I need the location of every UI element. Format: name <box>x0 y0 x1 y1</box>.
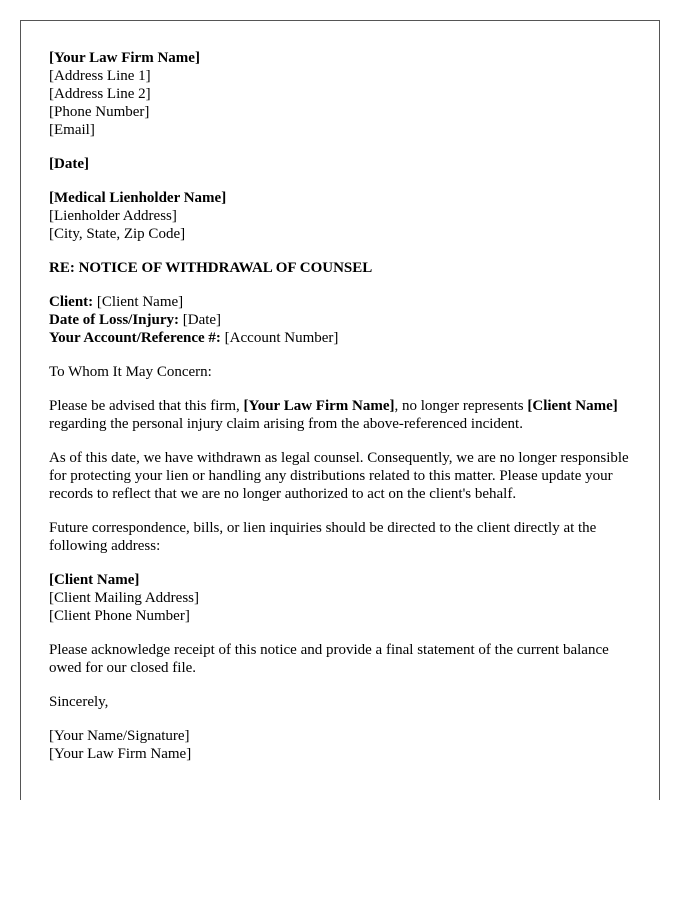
recipient-block <box>49 189 631 243</box>
subject-line: RE: NOTICE OF WITHDRAWAL OF COUNSEL <box>49 260 373 276</box>
paragraph1-firm: [Your Law Firm Name] <box>243 398 395 414</box>
paragraph-responsibility: As of this date, we have withdrawn as legal counsel. Consequently, we are no longer responsible for protecting your lien or handling any distributions related to this matter. Please update your records to reflect that we are no longer authorized to act on the client's behalf. <box>49 450 629 502</box>
reference-client-value: [Client Name] <box>96 294 184 310</box>
letter-page <box>20 20 660 800</box>
paragraph1-part1: Please be advised that this firm, <box>49 398 244 414</box>
subject-block <box>49 259 631 277</box>
client-mailing-address: [Client Mailing Address] <box>49 590 199 606</box>
client-contact-block <box>49 571 631 625</box>
sender-firm-name: [Your Law Firm Name] <box>49 50 200 66</box>
sender-block <box>49 49 631 139</box>
signature-name: [Your Name/Signature] <box>49 728 190 744</box>
recipient-address: [Lienholder Address] <box>49 208 177 224</box>
sender-phone: [Phone Number] <box>49 104 150 120</box>
reference-account-label: Your Account/Reference #: <box>49 330 221 346</box>
recipient-city-state-zip: [City, State, Zip Code] <box>49 226 186 242</box>
reference-loss-date <box>49 311 631 329</box>
reference-account-value: [Account Number] <box>224 330 339 346</box>
reference-client-label: Client: <box>49 294 94 310</box>
reference-loss-value: [Date] <box>182 312 222 328</box>
paragraph1-client: [Client Name] <box>527 398 618 414</box>
paragraph1-part2: , no longer represents <box>394 398 528 414</box>
reference-client <box>49 293 631 311</box>
paragraph-withdrawal-notice <box>49 397 631 433</box>
signature-block <box>49 727 631 763</box>
letter-date: [Date] <box>49 156 89 172</box>
client-phone: [Client Phone Number] <box>49 608 190 624</box>
reference-loss-label: Date of Loss/Injury: <box>49 312 179 328</box>
paragraph-acknowledge: Please acknowledge receipt of this notice and provide a final statement of the current balance owed for our closed file. <box>49 642 609 676</box>
signature-firm: [Your Law Firm Name] <box>49 746 192 762</box>
client-contact-name: [Client Name] <box>49 572 140 588</box>
paragraph1-part3: regarding the personal injury claim arising from the above-referenced incident. <box>49 416 523 432</box>
salutation: To Whom It May Concern: <box>49 364 212 380</box>
reference-account <box>49 329 631 347</box>
date-block <box>49 155 631 173</box>
closing: Sincerely, <box>49 694 109 710</box>
reference-block <box>49 293 631 347</box>
sender-address-line1: [Address Line 1] <box>49 68 151 84</box>
sender-address-line2: [Address Line 2] <box>49 86 151 102</box>
sender-email: [Email] <box>49 122 95 138</box>
paragraph-future-correspondence: Future correspondence, bills, or lien inquiries should be directed to the client directly at the following address: <box>49 520 597 554</box>
recipient-name: [Medical Lienholder Name] <box>49 190 227 206</box>
